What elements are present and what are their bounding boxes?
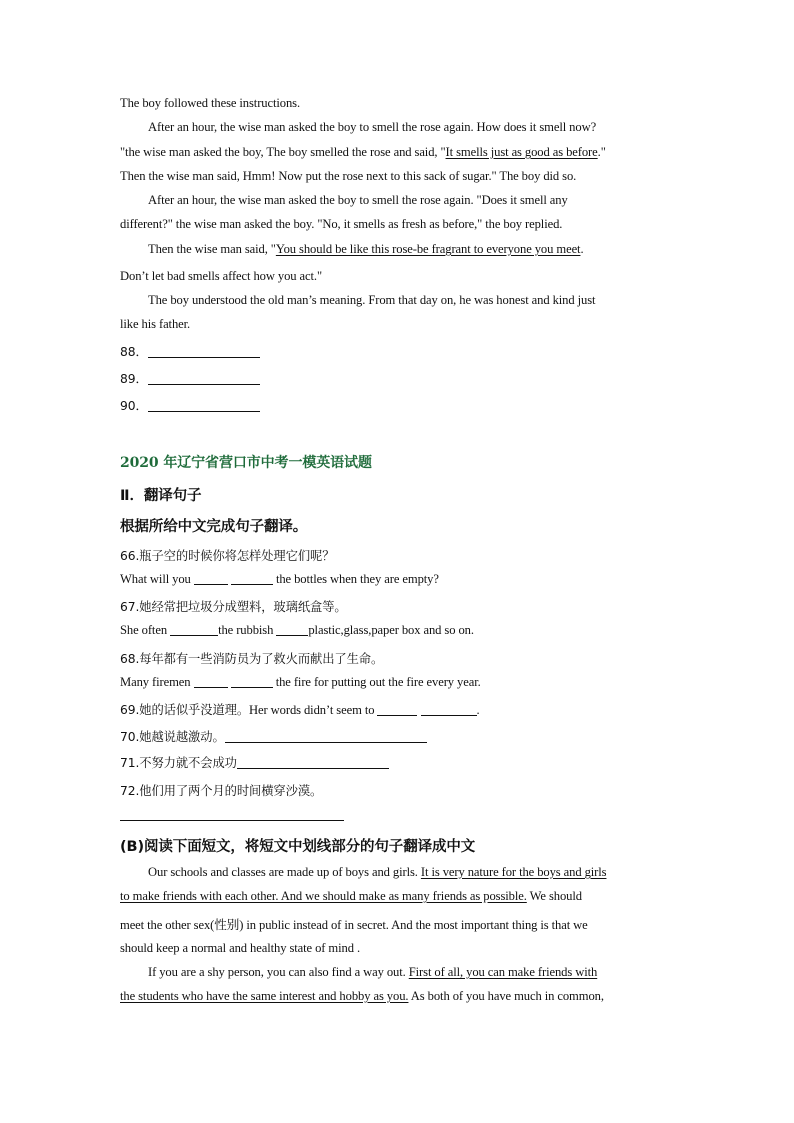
question-67-chinese: 67.她经常把垃圾分成塑料，玻璃纸盒等。 — [120, 600, 347, 614]
underlined-sentence: It is very nature for the boys and girls — [420, 865, 607, 879]
passage-line: meet the other sex(性别) in public instead of in secret. And the most important thing is that we — [120, 918, 588, 932]
answer-blank[interactable] — [148, 345, 260, 358]
story-line: Then the wise man said, Hmm! Now put the rose next to this sack of sugar." The boy did so. — [120, 169, 577, 183]
story-line: The boy followed these instructions. — [120, 96, 301, 110]
question-70 — [120, 727, 427, 745]
passage-line — [120, 989, 604, 1004]
answer-blank[interactable] — [194, 572, 228, 585]
sentence-text: Her words didn’t seem to — [249, 703, 375, 717]
story-line: After an hour, the wise man asked the boy to smell the rose again. How does it smell now? — [148, 120, 597, 134]
passage-line: should keep a normal and healthy state of mind . — [120, 941, 361, 955]
passage-line — [120, 889, 582, 904]
question-69 — [120, 700, 480, 718]
instruction-heading: 根据所给中文完成句子翻译。 — [120, 519, 308, 535]
answer-blank[interactable] — [225, 730, 427, 743]
story-text: "the wise man asked the boy, The boy smelled the rose and said, " — [120, 145, 446, 159]
answer-blank[interactable] — [120, 820, 344, 821]
story-line: The boy understood the old man’s meaning. From that day on, he was honest and kind just — [148, 293, 596, 307]
question-66-english — [120, 572, 439, 587]
question-71 — [120, 753, 389, 771]
question-number: 89． — [120, 372, 148, 386]
question-67-english — [120, 623, 474, 638]
story-line: After an hour, the wise man asked the boy to smell the rose again. "Does it smell any — [148, 193, 568, 207]
passage-text: Our schools and classes are made up of boys and girls. — [148, 865, 421, 879]
exam-title: 2020 年辽宁省营口市中考一模英语试题 — [120, 455, 372, 471]
answer-line-89 — [120, 369, 260, 387]
sentence-text: plastic,glass,paper box and so on. — [308, 623, 474, 637]
question-number: 90． — [120, 399, 148, 413]
question-number: 88． — [120, 345, 148, 359]
part-heading: Ⅱ．翻译句子 — [120, 488, 202, 504]
answer-blank[interactable] — [231, 572, 273, 585]
story-line — [120, 145, 606, 160]
sentence-text: What will you — [120, 572, 191, 586]
question-68-english — [120, 675, 481, 690]
sentence-text: Many firemen — [120, 675, 191, 689]
answer-blank[interactable] — [237, 756, 389, 769]
underlined-sentence: It smells just as good as before — [445, 145, 598, 159]
story-text: . — [580, 242, 584, 256]
answer-blank[interactable] — [421, 703, 477, 716]
answer-blank[interactable] — [276, 623, 308, 636]
sentence-text: the bottles when they are empty? — [275, 572, 439, 586]
underlined-sentence: You should be like this rose-be fragrant to everyone you meet — [275, 242, 581, 256]
question-66-chinese: 66.瓶子空的时候你将怎样处理它们呢？ — [120, 549, 335, 563]
answer-blank[interactable] — [148, 372, 260, 385]
story-text: Then the wise man said, " — [148, 242, 276, 256]
story-line: different?" the wise man asked the boy. "No, it smells as fresh as before," the boy replied. — [120, 217, 563, 231]
answer-blank[interactable] — [194, 675, 228, 688]
passage-line — [148, 965, 597, 980]
underlined-sentence: the students who have the same interest and hobby as you. — [120, 989, 409, 1003]
sentence-text: She often — [120, 623, 168, 637]
story-line: Don’t let bad smells affect how you act." — [120, 269, 323, 283]
sentence-text: . — [476, 703, 480, 717]
passage-text: As both of you have much in common, — [408, 989, 604, 1003]
story-line: like his father. — [120, 317, 191, 331]
passage-text: If you are a shy person, you can also find a way out. — [148, 965, 409, 979]
story-text: ." — [597, 145, 606, 159]
sentence-text: the fire for putting out the fire every year. — [275, 675, 481, 689]
sentence-text: the rubbish — [218, 623, 274, 637]
question-70-chinese: 70.她越说越激动。 — [120, 730, 225, 744]
part-b-heading: (B)阅读下面短文，将短文中划线部分的句子翻译成中文 — [120, 839, 476, 855]
answer-blank[interactable] — [377, 703, 417, 716]
question-71-chinese: 71.不努力就不会成功 — [120, 756, 237, 770]
question-68-chinese: 68.每年都有一些消防员为了救火而献出了生命。 — [120, 652, 384, 666]
question-72-chinese: 72.他们用了两个月的时间横穿沙漠。 — [120, 784, 323, 798]
answer-blank[interactable] — [231, 675, 273, 688]
answer-blank[interactable] — [148, 399, 260, 412]
answer-line-88 — [120, 342, 260, 360]
passage-line — [148, 865, 606, 880]
underlined-sentence: to make friends with each other. And we should make as many friends as possible. — [120, 889, 527, 903]
story-line — [148, 242, 584, 257]
underlined-sentence: First of all, you can make friends with — [408, 965, 598, 979]
answer-blank[interactable] — [170, 623, 218, 636]
passage-text: We should — [526, 889, 582, 903]
answer-line-90 — [120, 396, 260, 414]
question-69-chinese: 69.她的话似乎没道理。 — [120, 703, 250, 717]
